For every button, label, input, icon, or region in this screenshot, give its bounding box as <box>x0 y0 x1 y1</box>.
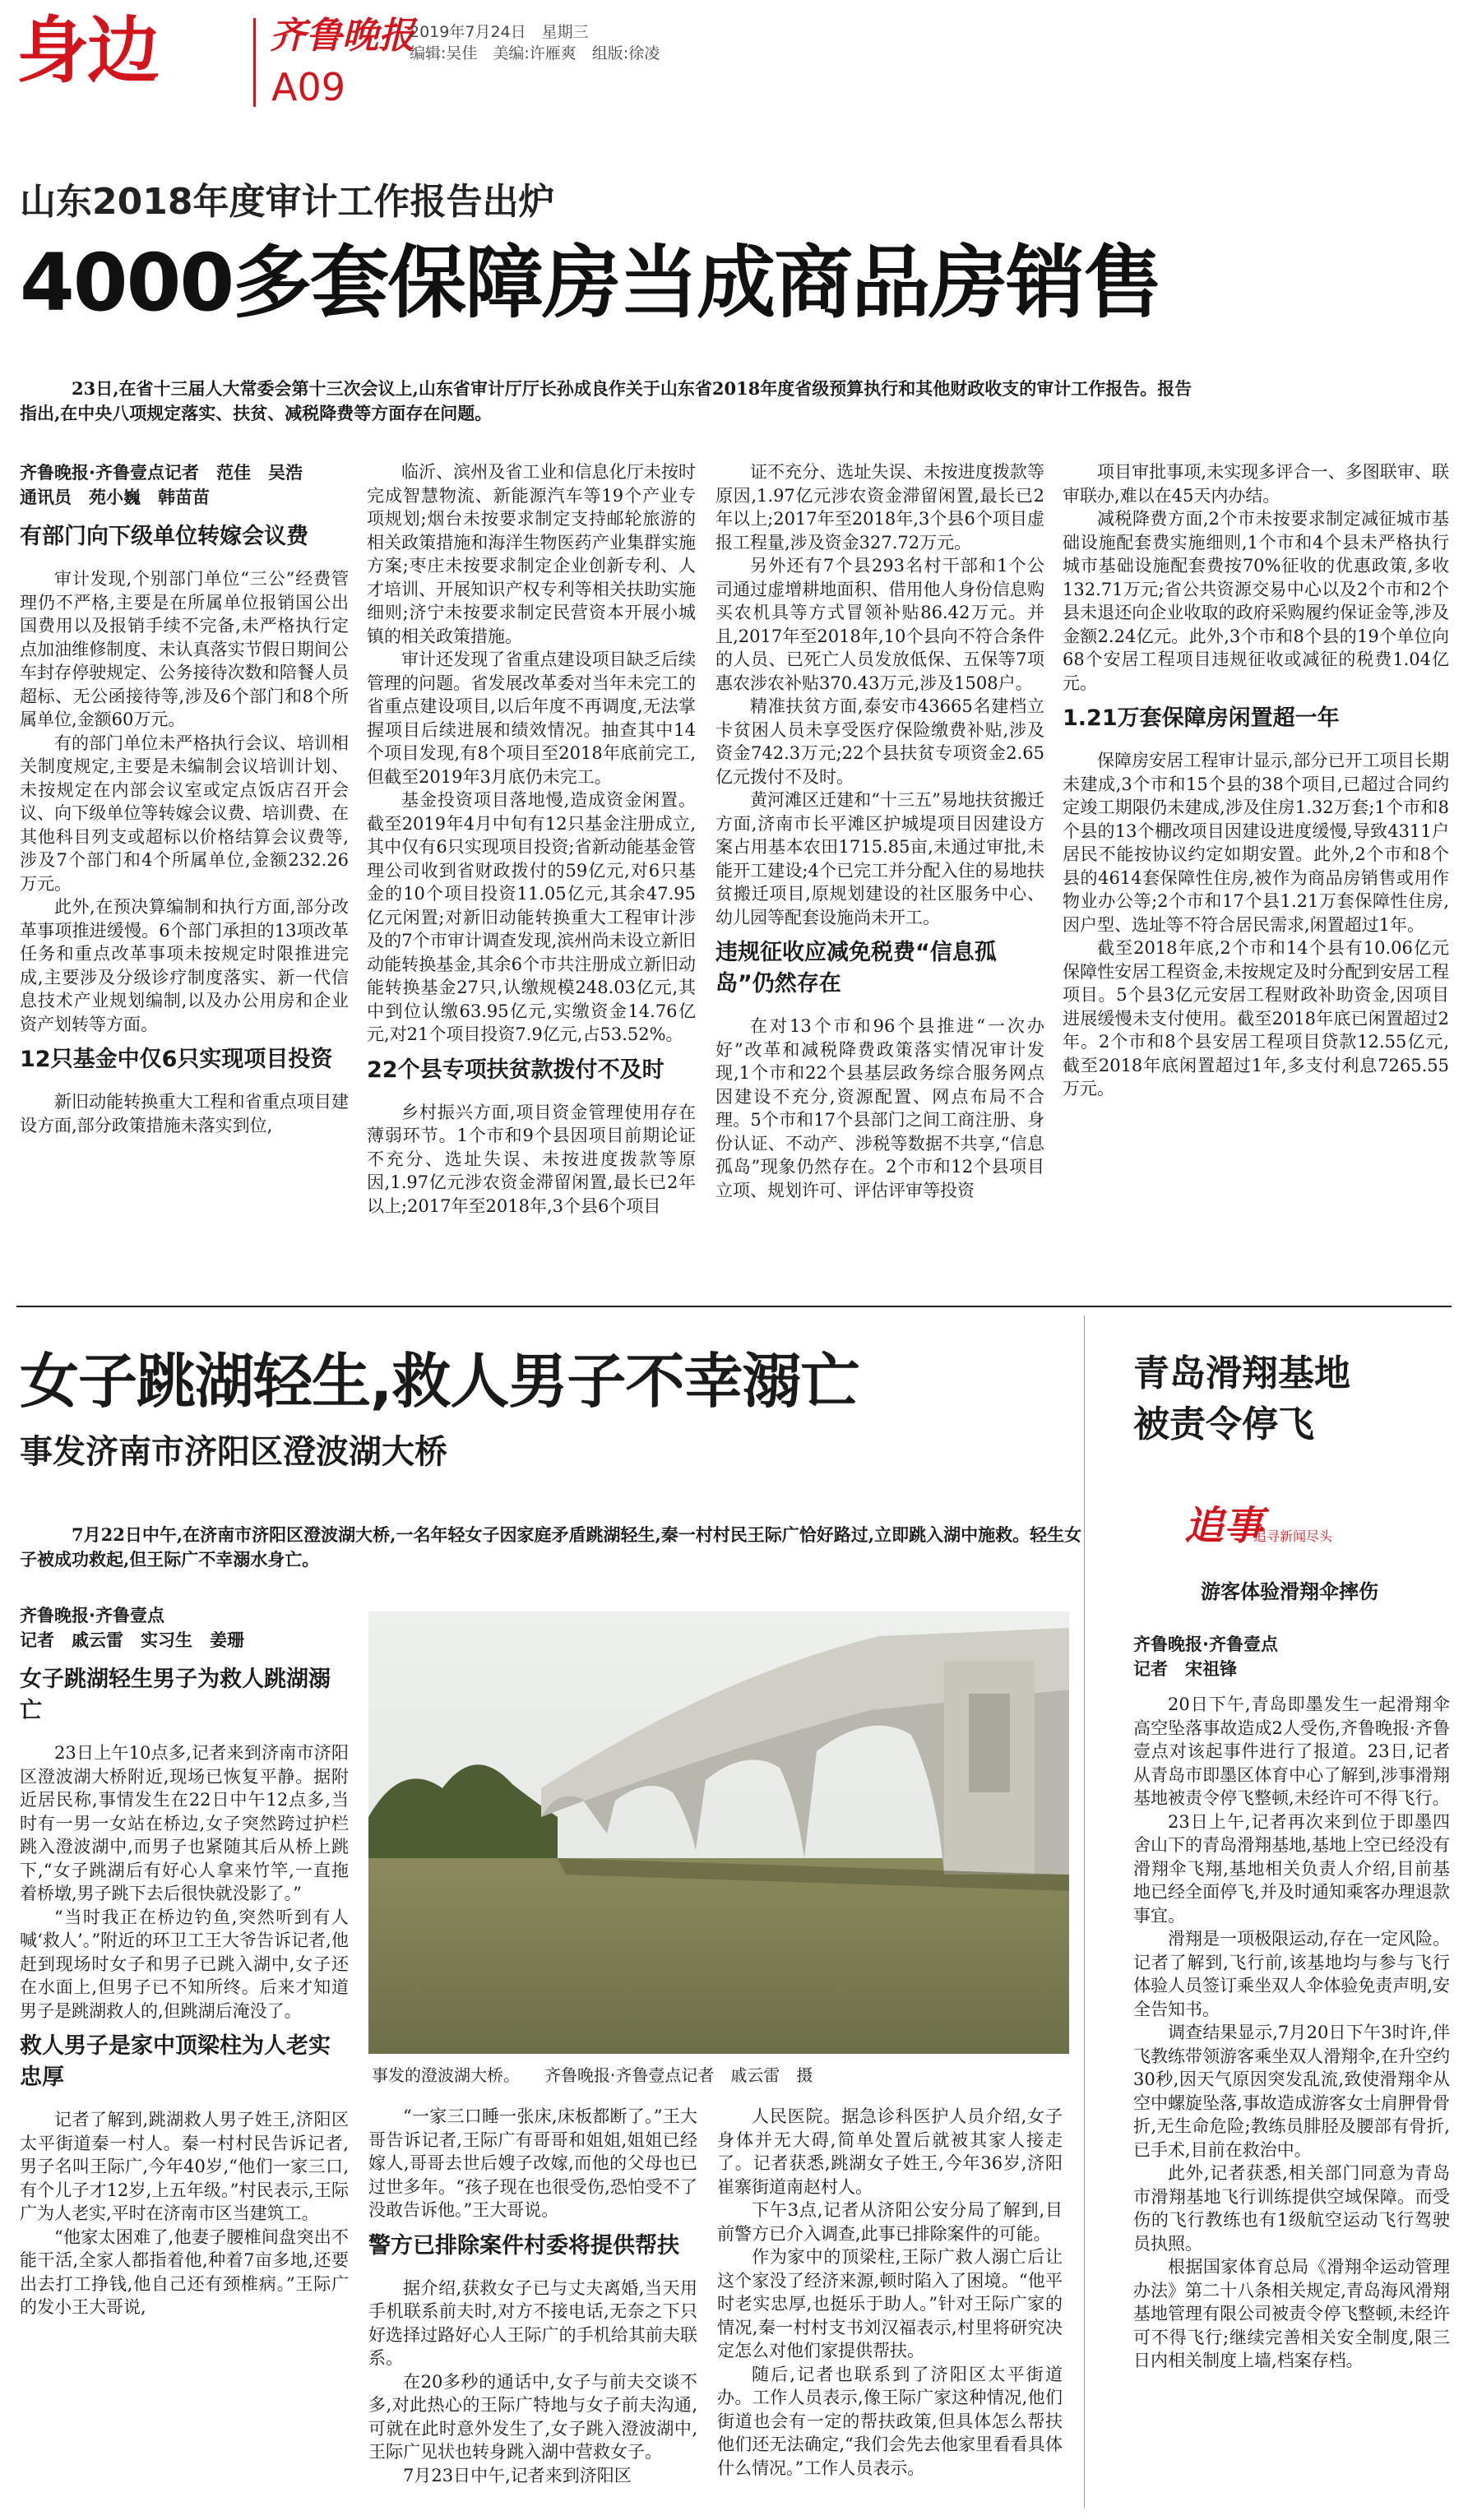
pylon-panel <box>969 1694 1010 1792</box>
photo-caption: 事发的澄波湖大桥。 齐鲁晚报·齐鲁壹点记者 戚云雷 摄 <box>372 2065 813 2085</box>
bridge-photo <box>368 1611 1069 2054</box>
story2-byline-1: 齐鲁晚报·齐鲁壹点 <box>20 1606 164 1625</box>
story1-paragraph: 保障房安居工程审计显示,部分已开工项目长期未建成,3个市和15个县的38个项目,已超过合同约定竣工期限仍未建成,涉及住房1.32万套;1个市和8个县的13个棚改项目因建设进度缓慢,导致4311户居民不能按协议约定如期安置。此外,2个市和8个县的4614套保障性住房,被作为商品房销售或用作物业办公等;2个市和17个县1.21万套保障性住房,因户型、选址等不符合居民需求,闲置超过1年。 <box>1063 751 1449 935</box>
story3-byline-1: 齐鲁晚报·齐鲁壹点 <box>1133 1635 1278 1654</box>
story1-subhead-1: 有部门向下级单位转嫁会议费 <box>20 524 308 549</box>
story2-subhead-1: 女子跳湖轻生男子为救人跳湖溺亡 <box>20 1667 331 1723</box>
page-number: A09 <box>271 65 346 109</box>
editor-credits: 编辑:吴佳 美编:许雁爽 组版:徐凌 <box>410 44 660 62</box>
story2-subhead-2: 救人男子是家中顶梁柱为人老实忠厚 <box>20 2033 331 2090</box>
story1-byline-2: 通讯员 苑小巍 韩苗苗 <box>20 488 210 507</box>
section-title: 身边 <box>16 8 159 93</box>
story1-paragraph: 审计发现,个别部门单位“三公”经费管理仍不严格,主要是在所属单位报销国公出国费用以及报销手续不完备,未严格执行定点加油维修制度、未认真落实节假日期间公车封存停驶规定、公务接待次数和陪餐人员超标、无公函接待等,涉及6个部门和8个所属单位,金额60万元。 <box>20 569 349 729</box>
story3-paragraph: 根据国家体育总局《滑翔伞运动管理办法》第二十八条相关规定,青岛海风滑翔基地管理有限公司被责令停飞整顿,未经许可不得飞行;继续完善相关安全制度,限三日内相关制度上墙,档案存档。 <box>1133 2257 1450 2370</box>
story3-paragraph: 23日上午,记者再次来到位于即墨四舍山下的青岛滑翔基地,基地上空已经没有滑翔伞飞翔,基地相关负责人介绍,目前基地已经全面停飞,并及时通知乘客办理退款事宜。 <box>1133 1811 1450 1926</box>
story1-kicker: 山东2018年度审计工作报告出炉 <box>20 181 555 223</box>
masthead-divider <box>253 18 256 107</box>
story1-paragraph: 临沂、滨州及省工业和信息化厅未按时完成智慧物流、新能源汽车等19个产业专项规划;烟台未按要求制定支持邮轮旅游的相关政策措施和海洋生物医药产业集群实施方案;枣庄未按要求制定企业创新专利、人才培训、开展知识产权专利等相关扶助实施细则;济宁未按要求制定民营资本开展小城镇的相关政策措施。 <box>367 462 696 646</box>
story1-paragraph: 基金投资项目落地慢,造成资金闲置。截至2019年4月中旬有12只基金注册成立,其中仅有6只实现项目投资;省新动能基金管理公司收到省财政拨付的59亿元,对6只基金的10个项目投资11.05亿元,其余47.95亿元闲置;对新旧动能转换重大工程审计涉及的7个市审计调查发现,滨州尚未设立新旧动能转换基金,其余6个市共注册成立新旧动能转换基金27只,认缴规模248.03亿元,其中到位认缴63.95亿元,实缴资金14.76亿元,对21个项目投资7.9亿元,占53.52%。 <box>367 790 696 1044</box>
story3-paragraph: 此外,记者获悉,相关部门同意为青岛市滑翔基地飞行训练提供空域保障。而受伤的飞行教练也有1级航空运动飞行驾驶员执照。 <box>1133 2163 1450 2254</box>
story1-paragraph: 审计还发现了省重点建设项目缺乏后续管理的问题。省发展改革委对当年未完工的省重点建设项目,以后年度不再调度,无法掌握项目后续进展和绩效情况。抽查其中14个项目发现,有8个项目至2018年底前完工,但截至2019年3月底仍未完工。 <box>367 650 696 787</box>
story1-headline: 4000多套保障房当成商品房销售 <box>20 237 1161 329</box>
badge-title: 追事 <box>1184 1503 1264 1549</box>
story1-subhead-4: 违规征收应减免税费“信息孤岛”仍然存在 <box>715 940 997 996</box>
story1-paragraph: 乡村振兴方面,项目资金管理使用存在薄弱环节。1个市和9个县因项目前期论证不充分、选址失误、未按进度拨款等原因,1.97亿元涉农资金滞留闲置,最长已2年以上;2017年至2018年,3个县6个项目 <box>367 1102 696 1216</box>
story1-paragraph: 黄河滩区迁建和“十三五”易地扶贫搬迁方面,济南市长平滩区护城堤项目因建设方案占用基本农田1715.85亩,未通过审批,未能开工建设;4个已完工并分配入住的易地扶贫搬迁项目,原规划建设的社区服务中心、幼儿园等配套设施尚未开工。 <box>715 790 1044 927</box>
story2-column-2 <box>368 2105 697 2508</box>
story2-paragraph: 7月23日中午,记者来到济阳区 <box>403 2465 632 2485</box>
story1-column-4 <box>1063 460 1449 1283</box>
story2-column-3 <box>717 2105 1063 2508</box>
story1-paragraph: 有的部门单位未严格执行会议、培训相关制度规定,主要是未编制会议培训计划、未按规定在内部会议室或定点饭店召开会议、向下级单位等转嫁会议费、培训费、在其他科目列支或超标以价格结算会议费等,涉及7个部门和4个所属单位,金额232.26万元。 <box>20 733 349 894</box>
story1-column-2 <box>367 460 696 1283</box>
story3-headline: 青岛滑翔基地被责令停飞 <box>1133 1352 1350 1445</box>
story1-paragraph: 减税降费方面,2个市未按要求制定减征城市基础设施配套费实施细则,1个市和4个县未严格执行城市基础设施配套费按70%征收的优惠政策,多收132.71万元;省公共资源交易中心以及2个市和2个县未退还向企业收取的政府采购履约保证金等,涉及金额2.24亿元。此外,3个市和8个县的19个单位向68个安居工程项目违规征收或减征的税费1.04亿元。 <box>1063 509 1449 693</box>
story2-subhead-3: 警方已排除案件村委将提供帮扶 <box>368 2232 679 2259</box>
story1-paragraph: 新旧动能转换重大工程和省重点项目建设方面,部分政策措施未落实到位, <box>20 1092 349 1135</box>
story2-paragraph: 据介绍,获救女子已与丈夫离婚,当天用手机联系前夫时,对方不接电话,无奈之下只好选择过路好心人王际广的手机给其前夫联系。 <box>368 2277 697 2368</box>
story2-lead: 7月22日中午,在济南市济阳区澄波湖大桥,一名年轻女子因家庭矛盾跳湖轻生,秦一村村民王际广恰好路过,立即跳入湖中施救。轻生女子被成功救起,但王际广不幸溺水身亡。 <box>20 1524 1082 1570</box>
story2-paragraph: 下午3点,记者从济阳公安分局了解到,目前警方已介入调查,此事已排除案件的可能。 <box>717 2200 1063 2244</box>
story1-paragraph: 此外,在预决算编制和执行方面,部分改革事项推进缓慢。6个部门承担的13项改革任务和重点改革事项未按规定时限推进完成,主要涉及分级诊疗制度落实、新一代信息技术产业规划编制,以及办公用房和企业资产划转等方面。 <box>20 897 349 1034</box>
story2-paragraph: 23日上午10点多,记者来到济南市济阳区澄波湖大桥附近,现场已恢复平静。据附近居民称,事情发生在22日中午12点多,当时有一男一女站在桥边,女子突然跨过护栏跳入澄波湖中,而男子也紧随其后从桥上跳下,“女子跳湖后有好心人拿来竹竿,一直拖着桥墩,男子跳下去后很快就没影了。” <box>20 1743 349 1903</box>
story2-paragraph: 人民医院。据急诊科医护人员介绍,女子身体并无大碍,简单处置后就被其家人接走了。记者获悉,跳湖女子姓王,今年36岁,济阳崔寨街道南赵村人。 <box>717 2106 1063 2197</box>
section-divider <box>16 1306 1452 1307</box>
story1-byline-1: 齐鲁晚报·齐鲁壹点记者 范佳 吴浩 <box>20 463 303 483</box>
story1-paragraph: 精准扶贫方面,泰安市43665名建档立卡贫困人员未享受医疗保险缴费补贴,涉及资金742.3万元;22个县扶贫专项资金2.65亿元拨付不及时。 <box>715 696 1044 787</box>
story3-deck: 游客体验滑翔伞摔伤 <box>1201 1580 1378 1603</box>
story2-column-1 <box>20 1603 349 2508</box>
story2-paragraph: 随后,记者也联系到了济阳区太平街道办。工作人员表示,像王际广家这种情况,他们街道也会有一定的帮扶政策,但具体怎么帮扶他们还无法确定,“我们会先去他家里看看具体什么情况。”工作人员表示。 <box>717 2364 1063 2478</box>
story2-paragraph: 作为家中的顶梁柱,王际广救人溺亡后让这个家没了经济来源,顿时陷入了困境。“他平时老实忠厚,也挺乐于助人。”针对王际广家的情况,秦一村村支书刘汉福表示,村里将研究决定怎么对他们家提供帮扶。 <box>717 2247 1063 2360</box>
story1-paragraph: 证不充分、选址失误、未按进度拨款等原因,1.97亿元涉农资金滞留闲置,最长已2年以上;2017年至2018年,3个县6个项目虚报工程量,涉及资金327.72万元。 <box>715 462 1044 553</box>
story1-subhead-5: 1.21万套保障房闲置超一年 <box>1063 705 1340 731</box>
story3-byline-2: 记者 宋祖锋 <box>1133 1659 1237 1679</box>
story1-column-3 <box>715 460 1044 1283</box>
story2-headline: 女子跳湖轻生,救人男子不幸溺亡 <box>20 1347 859 1416</box>
story1-lead: 23日,在省十三届人大常委会第十三次会议上,山东省审计厅厅长孙成良作关于山东省2018年度省级预算执行和其他财政收支的审计工作报告。报告指出,在中央八项规定落实、扶贫、减税降费等方面存在问题。 <box>20 378 1192 423</box>
story1-paragraph: 项目审批事项,未实现多评合一、多图联审、联审联办,难以在45天内办结。 <box>1063 462 1449 506</box>
issue-date: 2019年7月24日 星期三 <box>410 23 589 41</box>
story3-column <box>1133 1632 1450 2508</box>
story1-paragraph: 截至2018年底,2个市和14个县有10.06亿元保障性安居工程资金,未按规定及时分配到安居工程项目。5个县3亿元安居工程财政补助资金,因项目进展缓慢未支付使用。截至2018年底已闲置超过2年。2个市和8个县安居工程项目贷款12.55亿元,截至2018年底闲置超过1年,多支付利息7265.55万元。 <box>1063 938 1449 1098</box>
story2-paragraph: “当时我正在桥边钓鱼,突然听到有人喊‘救人’。”附近的环卫工王大爷告诉记者,他赶到现场时女子和男子已跳入湖中,女子还在水面上,但男子已不知所终。后来才知道男子是跳湖救人的,但跳湖后淹没了。 <box>20 1907 349 2021</box>
story1-column-1 <box>20 460 349 1283</box>
newspaper-logo: 齐鲁晚报 <box>270 15 414 57</box>
story1-paragraph: 另外还有7个县293名村干部和1个公司通过虚增耕地面积、借用他人身份信息购买农机具等方式冒领补贴86.42万元。并且,2017年至2018年,10个县向不符合条件的人员、已死亡人员发放低保、五保等7项惠农涉农补贴370.43万元,涉及1508户。 <box>715 556 1044 693</box>
story2-paragraph: “一家三口睡一张床,床板都断了。”王大哥告诉记者,王际广有哥哥和姐姐,姐姐已经嫁人,哥哥去世后嫂子改嫁,而他的父母也已过世多年。“孩子现在也很受伤,恐怕受不了没敢告诉他。”王大哥说。 <box>368 2106 697 2220</box>
badge-subtitle: 追寻新闻尽头 <box>1253 1528 1333 1544</box>
story1-paragraph: 在对13个市和96个县推进“一次办好”改革和减税降费政策落实情况审计发现,1个市和22个县基层政务综合服务网点因建设不充分,资源配置、网点布局不合理。5个市和17个县部门之间工商注册、身份认证、不动产、涉税等数据不共享,“信息孤岛”现象仍然存在。2个市和12个县项目立项、规划许可、评估评审等投资 <box>715 1016 1044 1200</box>
story3-paragraph: 调查结果显示,7月20日下午3时许,伴飞教练带领游客乘坐双人滑翔伞,在升空约30秒,因天气原因突发乱流,致使滑翔伞从空中螺旋坠落,事故造成游客女士肩胛骨骨折,无生命危险;教练员腓胫及腰部有骨折,已手术,目前在救治中。 <box>1133 2023 1450 2160</box>
story2-paragraph: 记者了解到,跳湖救人男子姓王,济阳区太平街道秦一村人。秦一村村民告诉记者,男子名叫王际广,今年40岁,“他们一家三口,有个儿子才12岁,上五年级。”村民表示,王际广为人老实,平时在济南市区当建筑工。 <box>20 2110 349 2223</box>
story2-byline-2: 记者 戚云雷 实习生 姜珊 <box>20 1630 244 1650</box>
story3-paragraph: 20日下午,青岛即墨发生一起滑翔伞高空坠落事故造成2人受伤,齐鲁晚报·齐鲁壹点对该起事件进行了报道。23日,记者从青岛市即墨区体育中心了解到,涉事滑翔基地被责令停飞整顿,未经许可不得飞行。 <box>1133 1695 1450 1808</box>
story3-paragraph: 滑翔是一项极限运动,存在一定风险。记者了解到,飞行前,该基地均与参与飞行体验人员签订乘坐双人伞体验免责声明,安全告知书。 <box>1133 1929 1450 2019</box>
story2-subhead: 事发济南市济阳区澄波湖大桥 <box>20 1433 447 1471</box>
story2-paragraph: “他家太困难了,他妻子腰椎间盘突出不能干活,全家人都指着他,种着7亩多地,还要出去打工挣钱,他自己还有颈椎病。”王际广的发小王大哥说, <box>20 2226 349 2317</box>
column-divider <box>1084 1315 1085 2508</box>
story1-subhead-3: 22个县专项扶贫款拨付不及时 <box>367 1057 665 1083</box>
story2-paragraph: 在20多秒的通话中,女子与前夫交谈不多,对此热心的王际广特地与女子前夫沟通,可就在此时意外发生了,女子跳入澄波湖中,王际广见状也转身跳入湖中营救女子。 <box>368 2371 697 2462</box>
chase-badge <box>1184 1503 1373 1561</box>
story1-subhead-2: 12只基金中仅6只实现项目投资 <box>20 1047 333 1072</box>
